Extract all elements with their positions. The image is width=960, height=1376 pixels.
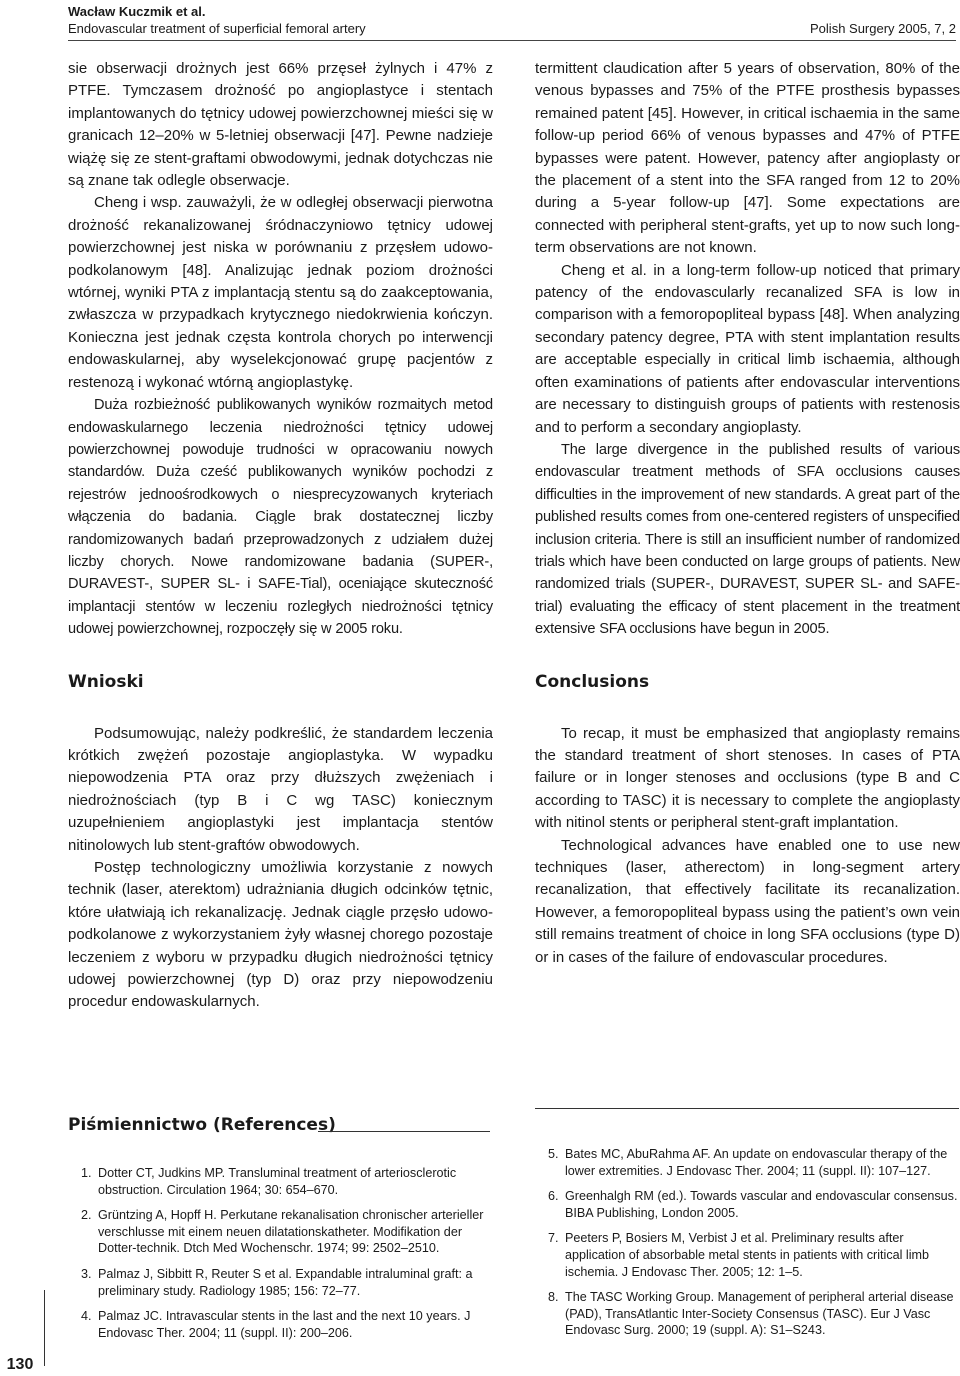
left-paragraph-2: Cheng i wsp. zauważyli, że w odległej obserwacji pierwotna drożność rekanalizowanej śródnaczyniowo tętnicy udowej powierzchownej jest niska w porównaniu z przęsłem udowo-podkolanowym [48]. Analizując jednak poziom drożności wtórnej, wyniki PTA z implantacją stentu są do zaakceptowania, zwłaszcza w przypadkach krytycznego niedokrwienia kończyn. Konieczna jest jednak częsta kontrola chorych po interwencji endowaskularnej, aby wyselekcjonować grupę pacjentów z restenozą i wykonać wtórną angioplastykę. — [68, 194, 493, 391]
page-number-rule — [44, 1290, 45, 1366]
header-journal: Polish Surgery 2005, 7, 2 — [810, 21, 956, 36]
reference-number: 3. — [81, 1266, 92, 1281]
reference-number: 7. — [548, 1231, 559, 1246]
references-heading-rule — [318, 1131, 490, 1132]
left-paragraph-5: Postęp technologiczny umożliwia korzystanie z nowych technik (laser, aterektom) udrażniania długich odcinków tętnic, które ułatwiają ich rekanalizację. Jednak ciągle przęsło udowo-podkolanowe z wykorzystaniem żyły własnej chorego pozostaje leczeniem z wyboru w przypadku długich niedrożności tętnicy udowej powierzchownej (typ D) oraz przy niepowodzeniu procedur endowaskularnych. — [68, 859, 493, 1011]
section-heading-conclusions: Conclusions — [535, 671, 650, 692]
header-article-title: Endovascular treatment of superficial femoral artery — [68, 21, 366, 36]
reference-number: 4. — [81, 1309, 92, 1324]
left-paragraph-1: sie obserwacji drożnych jest 66% przęseł żylnych i 47% z PTFE. Tymczasem drożność po angioplastyce i stentach implantowanych do tętnicy udowej powierzchownej mieści się w granicach 12–20% w 5-letniej obserwacji [47]. Pewne nadzieje wiążę się ze stent-graftami obwodowymi, jednak dotychczas nie są znane tak odlegle obserwacje. — [68, 60, 493, 190]
right-paragraph-2: Cheng et al. in a long-term follow-up noticed that primary patency of the endovascularly recanalized SFA is low in comparison with a femoropopliteal bypass [48]. When analyzing secondary patency degree, PTA with stent implantation results are acceptable especially in critical limb ischaemia, although often examinations of patients after endovascular interventions are necessary to distinguish groups of patients with restenosis and to perform a secondary angioplasty. — [535, 261, 960, 436]
left-paragraph-4: Podsumowując, należy podkreślić, że standardem leczenia krótkich zwężeń pozostaje angioplastyka. W wypadku niepowodzenia PTA oraz przy dłuższych zwężeniach i niedrożnościach (typ B i C wg TASC) koniecznym uzupełnieniem angioplastyki jest implantacja stentów nitinolowych lub stent-graftów obwodowych. — [68, 724, 493, 854]
references-heading: Piśmiennictwo (References) — [68, 1115, 336, 1135]
reference-number: 6. — [548, 1189, 559, 1204]
right-paragraph-4: To recap, it must be emphasized that angioplasty remains the standard treatment of short stenoses. In cases of PTA failure or in longer stenoses and occlusions (type B and C according to TASC) it is necessary to complete the angioplasty with nitinol stents or peripheral stent-graft implantation. — [535, 724, 960, 832]
right-paragraph-1: termittent claudication after 5 years of observation, 80% of the venous bypasses and 75% of the PTFE prosthesis bypasses remained patent [45]. However, in critical ischaemia in the same follow-up period 66% of venous bypasses and 47% of PTFE bypasses were patent. However, patency after angioplasty or the placement of a stent into the SFA ranged from 12 to 20% during a 5-year follow-up [47]. Some expectations are connected with peripheral stent-grafts, yet up to now such long-term observations are not known. — [535, 60, 960, 257]
section-heading-wnioski: Wnioski — [68, 671, 144, 692]
reference-item — [68, 1207, 493, 1257]
reference-number: 2. — [81, 1208, 92, 1223]
reference-text: Bates MC, AbuRahma AF. An update on endovascular therapy of the lower extremities. J Endovasc Ther. 2004; 11 (suppl. II): 107–127. — [565, 1147, 948, 1178]
references-list-right — [535, 1146, 960, 1348]
reference-text: Palmaz JC. Intravascular stents in the last and the next 10 years. J Endovasc Ther. 2004; 11 (suppl. II): 200–206. — [98, 1309, 471, 1340]
header-divider — [68, 40, 956, 41]
reference-number: 5. — [548, 1147, 559, 1161]
right-column-english — [535, 58, 960, 969]
right-paragraph-3: The large divergence in the published results of various endovascular treatment methods of SFA occlusions causes difficulties in the improvement of new standards. A great part of the published results comes from one-centered registers of unspecified inclusion criteria. There is still an insufficient number of randomized trials which have been conducted on large groups of patients. New randomized trials (SUPER-, DURAVEST, SUPER SL- and SAFE-trial) evaluating the efficacy of stent placement in the treatment extensive SFA occlusions have begun in 2005. — [535, 441, 960, 638]
left-paragraph-3: Duża rozbieżność publikowanych wyników rozmaitych metod endowaskularnego leczenia niedrożności tętnicy udowej powierzchownej powoduje trudności w opracowaniu nowych standardów. Duża cześć publikowanych wyników pochodzi z rejestrów jednoośrodkowych o niesprecyzowanych kryteriach włączenia do badania. Ciągle brak dostatecznej liczby randomizowanych badań przeprowadzonych z udziałem dużej liczby chorych. Nowe randomizowane badania (SUPER-, DURAVEST-, SUPER SL- i SAFE-Tial), oceniające skuteczność implantacji stentów w leczeniu rozległych niedrożności tętnicy udowej powierzchownej, rozpoczęły się w 2005 roku. — [68, 397, 493, 638]
reference-item — [68, 1165, 493, 1198]
reference-text: The TASC Working Group. Management of peripheral arterial disease (PAD), TransAtlantic Inter-Society Consensus (TASC). Eur J Vasc Endovasc Surg. 2000; 19 (suppl. A): S1–S243. — [565, 1290, 954, 1338]
page-number: 130 — [6, 1356, 34, 1373]
reference-item — [535, 1289, 960, 1339]
header-authors: Wacław Kuczmik et al. — [68, 4, 206, 19]
reference-number: 8. — [548, 1290, 559, 1305]
reference-text: Grüntzing A, Hopff H. Perkutane rekanalisation chronischer arterieller verschlusse mit einem neuen dilatationskatheter. Modifikation der Dotter-technik. Dtch Med Wochenschr. 1974; 99: 2502–2510. — [98, 1208, 484, 1256]
reference-item — [68, 1266, 493, 1299]
reference-text: Peeters P, Bosiers M, Verbist J et al. Preliminary results after application of absorbable metal stents in patients with critical limb ischemia. J Endovasc Ther. 2005; 12: 1–5. — [565, 1231, 930, 1279]
running-header — [68, 4, 956, 38]
left-column-polish — [68, 58, 493, 1014]
references-list-left — [68, 1165, 493, 1350]
right-paragraph-5: Technological advances have enabled one to use new techniques (laser, atherectom) in long-segment artery recanalization, that effectively facilitate its recanalization. However, a femoropopliteal bypass using the patient’s own vein still remains treatment of choice in long SFA occlusions (type D) or in cases of the failure of endovascular procedures. — [535, 836, 960, 966]
reference-item — [535, 1188, 960, 1221]
reference-item — [535, 1230, 960, 1280]
reference-text: Dotter CT, Judkins MP. Transluminal treatment of arteriosclerotic obstruction. Circulation 1964; 30: 654–670. — [98, 1166, 457, 1197]
reference-text: Palmaz J, Sibbitt R, Reuter S et al. Expandable intraluminal graft: a preliminary study. Radiology 1985; 156: 72–77. — [98, 1266, 473, 1298]
reference-item — [535, 1146, 960, 1179]
reference-item — [68, 1308, 493, 1341]
references-divider-right — [535, 1108, 959, 1109]
reference-text: Greenhalgh RM (ed.). Towards vascular and endovascular consensus. BIBA Publishing, London 2005. — [565, 1189, 958, 1220]
reference-number: 1. — [81, 1166, 92, 1180]
